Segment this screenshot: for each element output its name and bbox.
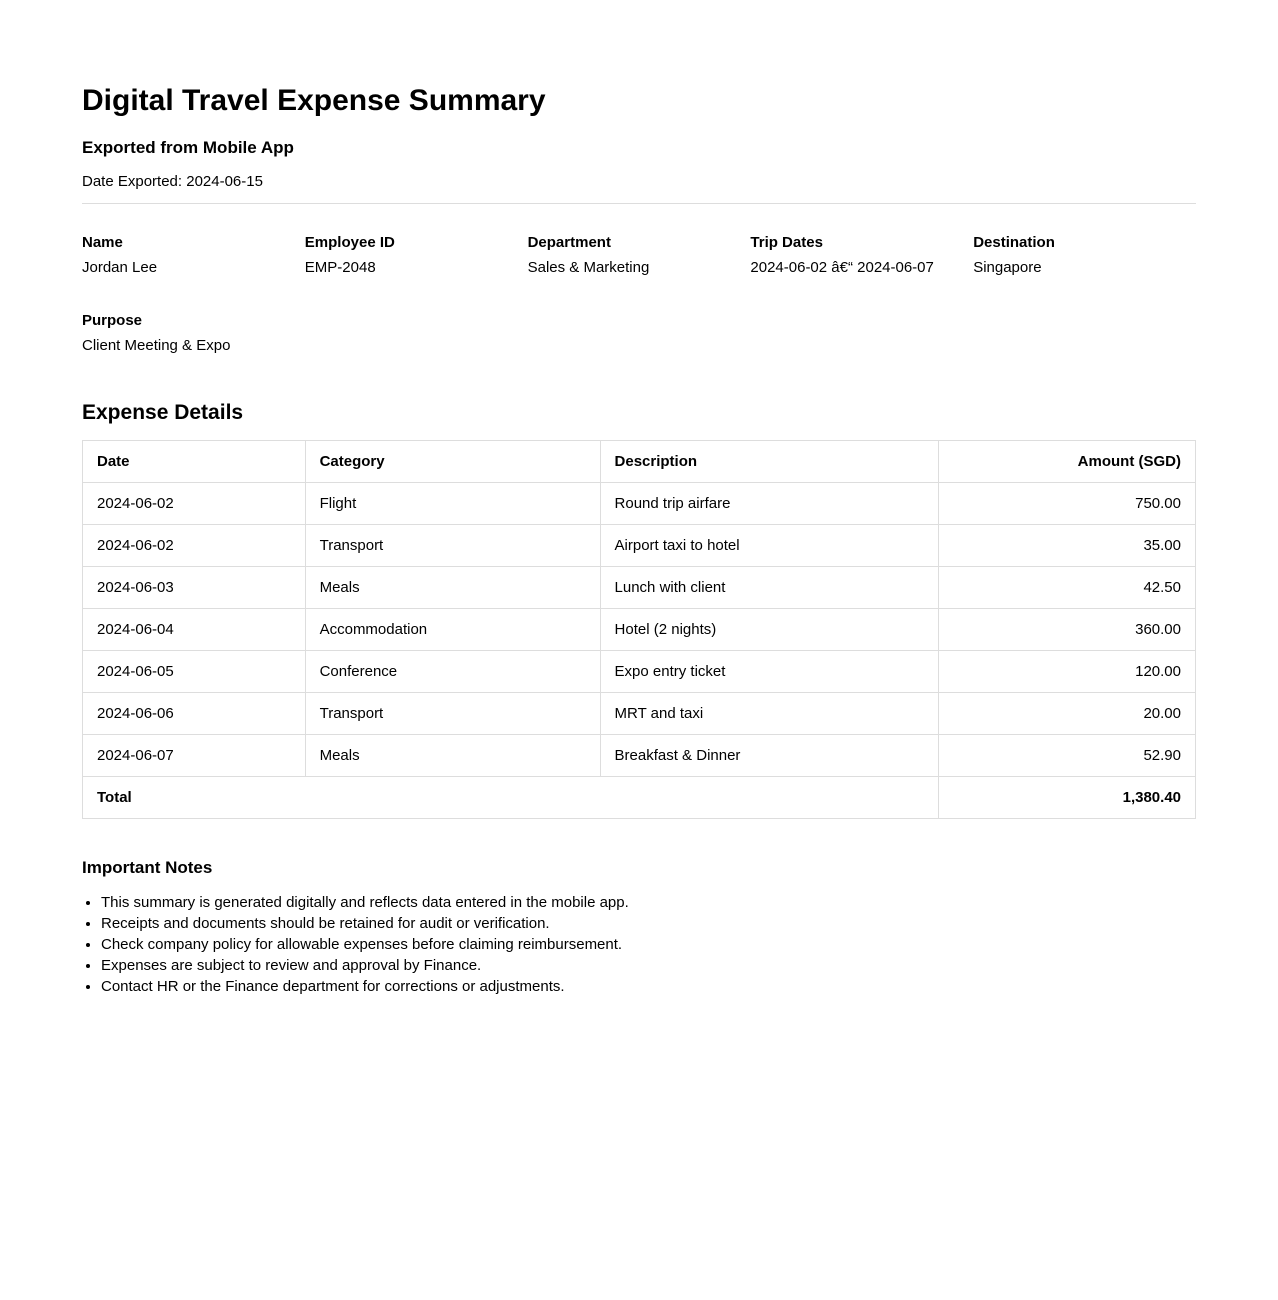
expense-table <box>82 440 1196 819</box>
cell-category: Conference <box>305 651 600 693</box>
table-row <box>83 693 1196 735</box>
column-header-description: Description <box>600 441 938 483</box>
total-value: 1,380.40 <box>938 777 1195 819</box>
cell-amount: 42.50 <box>938 567 1195 609</box>
table-header-row <box>83 441 1196 483</box>
field-name <box>82 234 305 276</box>
cell-description: Lunch with client <box>600 567 938 609</box>
table-row <box>83 567 1196 609</box>
cell-date: 2024-06-02 <box>83 483 306 525</box>
cell-amount: 52.90 <box>938 735 1195 777</box>
cell-amount: 20.00 <box>938 693 1195 735</box>
field-destination-label: Destination <box>973 234 1055 251</box>
note-item: • Receipts and documents should be retained for audit or verification. <box>101 913 1196 934</box>
field-department-label: Department <box>527 234 611 251</box>
total-label: Total <box>83 777 939 819</box>
cell-category: Transport <box>305 693 600 735</box>
table-row <box>83 735 1196 777</box>
field-trip-dates-label: Trip Dates <box>750 234 823 251</box>
cell-description: Expo entry ticket <box>600 651 938 693</box>
cell-category: Flight <box>305 483 600 525</box>
table-row <box>83 525 1196 567</box>
field-destination <box>973 234 1196 276</box>
cell-description: Airport taxi to hotel <box>600 525 938 567</box>
cell-amount: 35.00 <box>938 525 1195 567</box>
header-divider <box>82 203 1196 204</box>
date-exported: Date Exported: 2024-06-15 <box>82 173 263 190</box>
field-department <box>528 234 751 276</box>
cell-date: 2024-06-07 <box>83 735 306 777</box>
cell-amount: 750.00 <box>938 483 1195 525</box>
field-name-label: Name <box>82 234 123 251</box>
cell-amount: 120.00 <box>938 651 1195 693</box>
field-employee-id-value: EMP-2048 <box>304 259 376 276</box>
note-item: • Expenses are subject to review and approval by Finance. <box>101 955 1196 976</box>
note-item: • Contact HR or the Finance department for corrections or adjustments. <box>101 976 1196 997</box>
page-subtitle: Exported from Mobile App <box>82 138 294 157</box>
field-name-value: Jordan Lee <box>82 259 158 276</box>
table-row <box>83 609 1196 651</box>
cell-description: MRT and taxi <box>600 693 938 735</box>
cell-date: 2024-06-05 <box>83 651 306 693</box>
cell-category: Transport <box>305 525 600 567</box>
cell-date: 2024-06-03 <box>83 567 306 609</box>
field-purpose-value: Client Meeting & Expo <box>82 337 231 354</box>
column-header-category: Category <box>305 441 600 483</box>
column-header-amount: Amount (SGD) <box>938 441 1195 483</box>
table-row <box>83 651 1196 693</box>
cell-description: Round trip airfare <box>600 483 938 525</box>
field-trip-dates <box>750 234 973 276</box>
cell-description: Hotel (2 nights) <box>600 609 938 651</box>
column-header-date: Date <box>83 441 306 483</box>
field-department-value: Sales & Marketing <box>527 259 650 276</box>
cell-category: Accommodation <box>305 609 600 651</box>
cell-date: 2024-06-04 <box>83 609 306 651</box>
field-employee-id <box>305 234 528 276</box>
field-purpose <box>82 312 305 354</box>
cell-date: 2024-06-06 <box>83 693 306 735</box>
cell-description: Breakfast & Dinner <box>600 735 938 777</box>
cell-date: 2024-06-02 <box>83 525 306 567</box>
notes-list <box>82 892 1196 997</box>
expense-details-heading: Expense Details <box>82 401 244 424</box>
field-employee-id-label: Employee ID <box>304 234 395 251</box>
note-item: • This summary is generated digitally and reflects data entered in the mobile app. <box>101 892 1196 913</box>
table-row <box>83 483 1196 525</box>
trip-info-grid <box>82 234 1196 354</box>
cell-amount: 360.00 <box>938 609 1195 651</box>
field-purpose-label: Purpose <box>82 312 143 329</box>
page-title: Digital Travel Expense Summary <box>82 84 546 117</box>
table-total-row <box>83 777 1196 819</box>
cell-category: Meals <box>305 735 600 777</box>
note-item: • Check company policy for allowable expenses before claiming reimbursement. <box>101 934 1196 955</box>
important-notes-heading: Important Notes <box>82 858 213 877</box>
cell-category: Meals <box>305 567 600 609</box>
field-trip-dates-value: 2024-06-02 â€“ 2024-06-07 <box>750 259 934 276</box>
field-destination-value: Singapore <box>973 259 1042 276</box>
